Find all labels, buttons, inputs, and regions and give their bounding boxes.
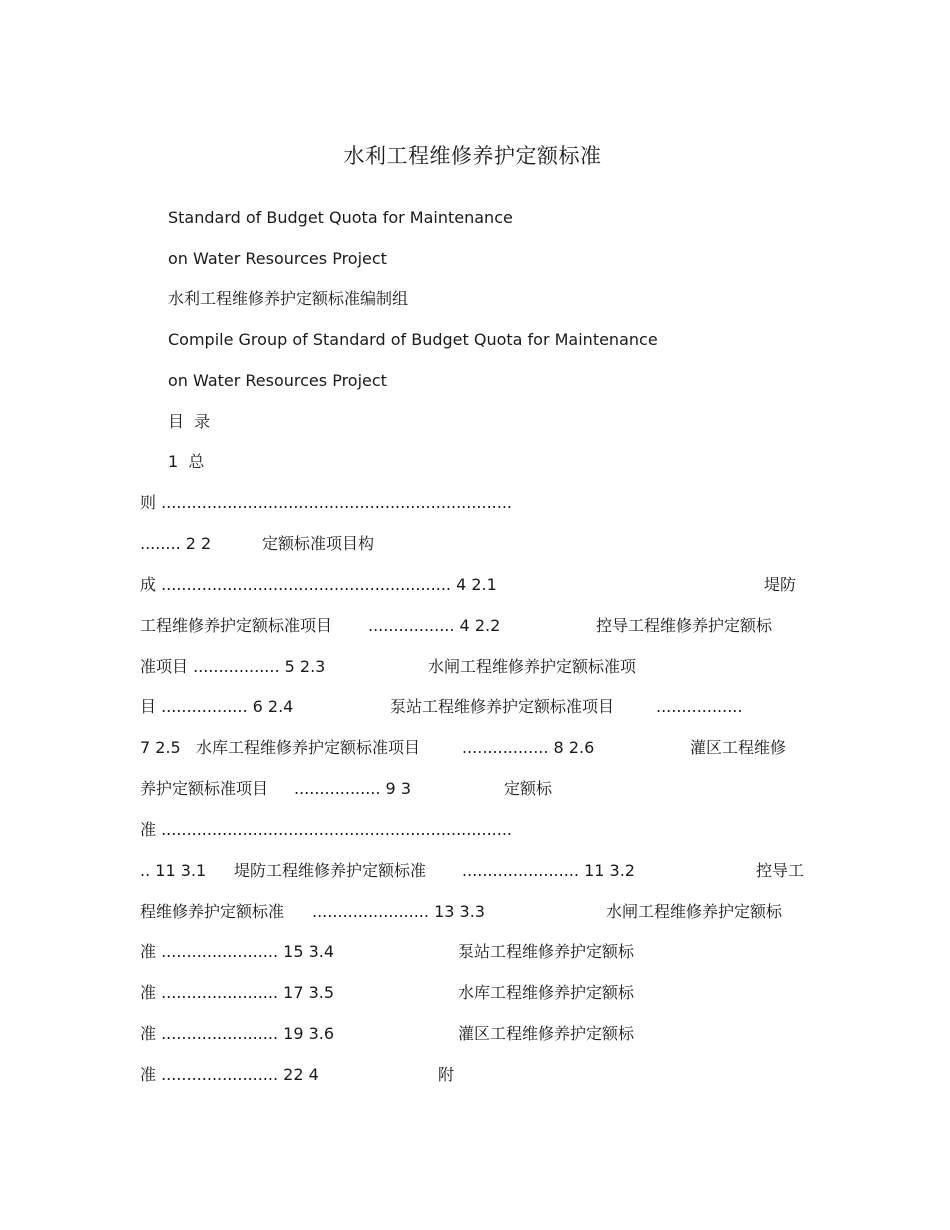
english-title-line-1: Standard of Budget Quota for Maintenance — [168, 208, 513, 227]
english-title-line-2: on Water Resources Project — [168, 249, 387, 268]
toc-segment: 水闸工程维修养护定额标 — [606, 902, 783, 921]
toc-segment: 定额标 — [504, 779, 553, 798]
toc-section-1-start: 1 总 — [168, 452, 205, 471]
toc-segment: 准 ....................... 19 3.6 — [140, 1024, 335, 1043]
toc-segment: 程维修养护定额标准 — [140, 902, 285, 921]
toc-line — [140, 614, 900, 638]
toc-segment: ................. 8 2.6 — [462, 738, 595, 757]
toc-line — [140, 818, 900, 842]
toc-line — [140, 1063, 900, 1087]
toc-segment: 泵站工程维修养护定额标准项目 — [390, 697, 615, 716]
toc-line — [140, 981, 900, 1005]
toc-line — [140, 736, 900, 760]
toc-line — [140, 940, 900, 964]
toc-line — [140, 491, 900, 515]
toc-heading: 目 录 — [168, 412, 211, 431]
compile-group-en-line-1: Compile Group of Standard of Budget Quota for Maintenance — [168, 330, 658, 349]
toc-segment: ....................... 13 3.3 — [312, 902, 485, 921]
toc-segment: 准 ....................... 22 4 — [140, 1065, 319, 1084]
toc-segment: ........ 2 2 — [140, 534, 212, 553]
toc-segment: 准 ....................... 17 3.5 — [140, 983, 335, 1002]
toc-segment: 灌区工程维修 — [690, 738, 787, 757]
toc-segment: 准 ....................... 15 3.4 — [140, 942, 335, 961]
toc-segment: 准项目 ................. 5 2.3 — [140, 657, 326, 676]
toc-segment: 成 ......................................................... 4 2.1 — [140, 575, 497, 594]
toc-line — [140, 695, 900, 719]
toc-segment: 水库工程维修养护定额标准项目 — [196, 738, 421, 757]
toc-segment: 则 ..................................................................... — [140, 493, 513, 512]
toc-segment: 工程维修养护定额标准项目 — [140, 616, 333, 635]
toc-segment: 准 ..................................................................... — [140, 820, 513, 839]
toc-line — [140, 1022, 900, 1046]
toc-line — [140, 655, 900, 679]
compile-group-en-line-2: on Water Resources Project — [168, 371, 387, 390]
toc-segment: 灌区工程维修养护定额标 — [458, 1024, 635, 1043]
toc-segment: 定额标准项目构 — [262, 534, 375, 553]
toc-segment: 控导工程维修养护定额标 — [596, 616, 773, 635]
toc-line — [140, 900, 900, 924]
toc-segment: ................. 9 3 — [294, 779, 411, 798]
toc-segment: 堤防工程维修养护定额标准 — [234, 861, 427, 880]
toc-segment: 控导工 — [756, 861, 805, 880]
toc-line — [140, 777, 900, 801]
document-title: 水利工程维修养护定额标准 — [343, 144, 602, 168]
toc-segment: 堤防 — [764, 575, 797, 594]
toc-line — [140, 859, 900, 883]
toc-segment: 水闸工程维修养护定额标准项 — [428, 657, 637, 676]
toc-segment: .. 11 3.1 — [140, 861, 207, 880]
toc-segment: ................. — [656, 697, 743, 716]
toc-line — [140, 573, 900, 597]
toc-segment: 附 — [438, 1065, 455, 1084]
toc-segment: ................. 4 2.2 — [368, 616, 501, 635]
toc-segment: 7 2.5 — [140, 738, 181, 757]
toc-segment: 泵站工程维修养护定额标 — [458, 942, 635, 961]
toc-segment: 目 ................. 6 2.4 — [140, 697, 294, 716]
toc-line — [140, 532, 900, 556]
compile-group-cn: 水利工程维修养护定额标准编制组 — [168, 289, 409, 308]
toc-segment: 养护定额标准项目 — [140, 779, 269, 798]
toc-segment: ....................... 11 3.2 — [462, 861, 635, 880]
toc-segment: 水库工程维修养护定额标 — [458, 983, 635, 1002]
